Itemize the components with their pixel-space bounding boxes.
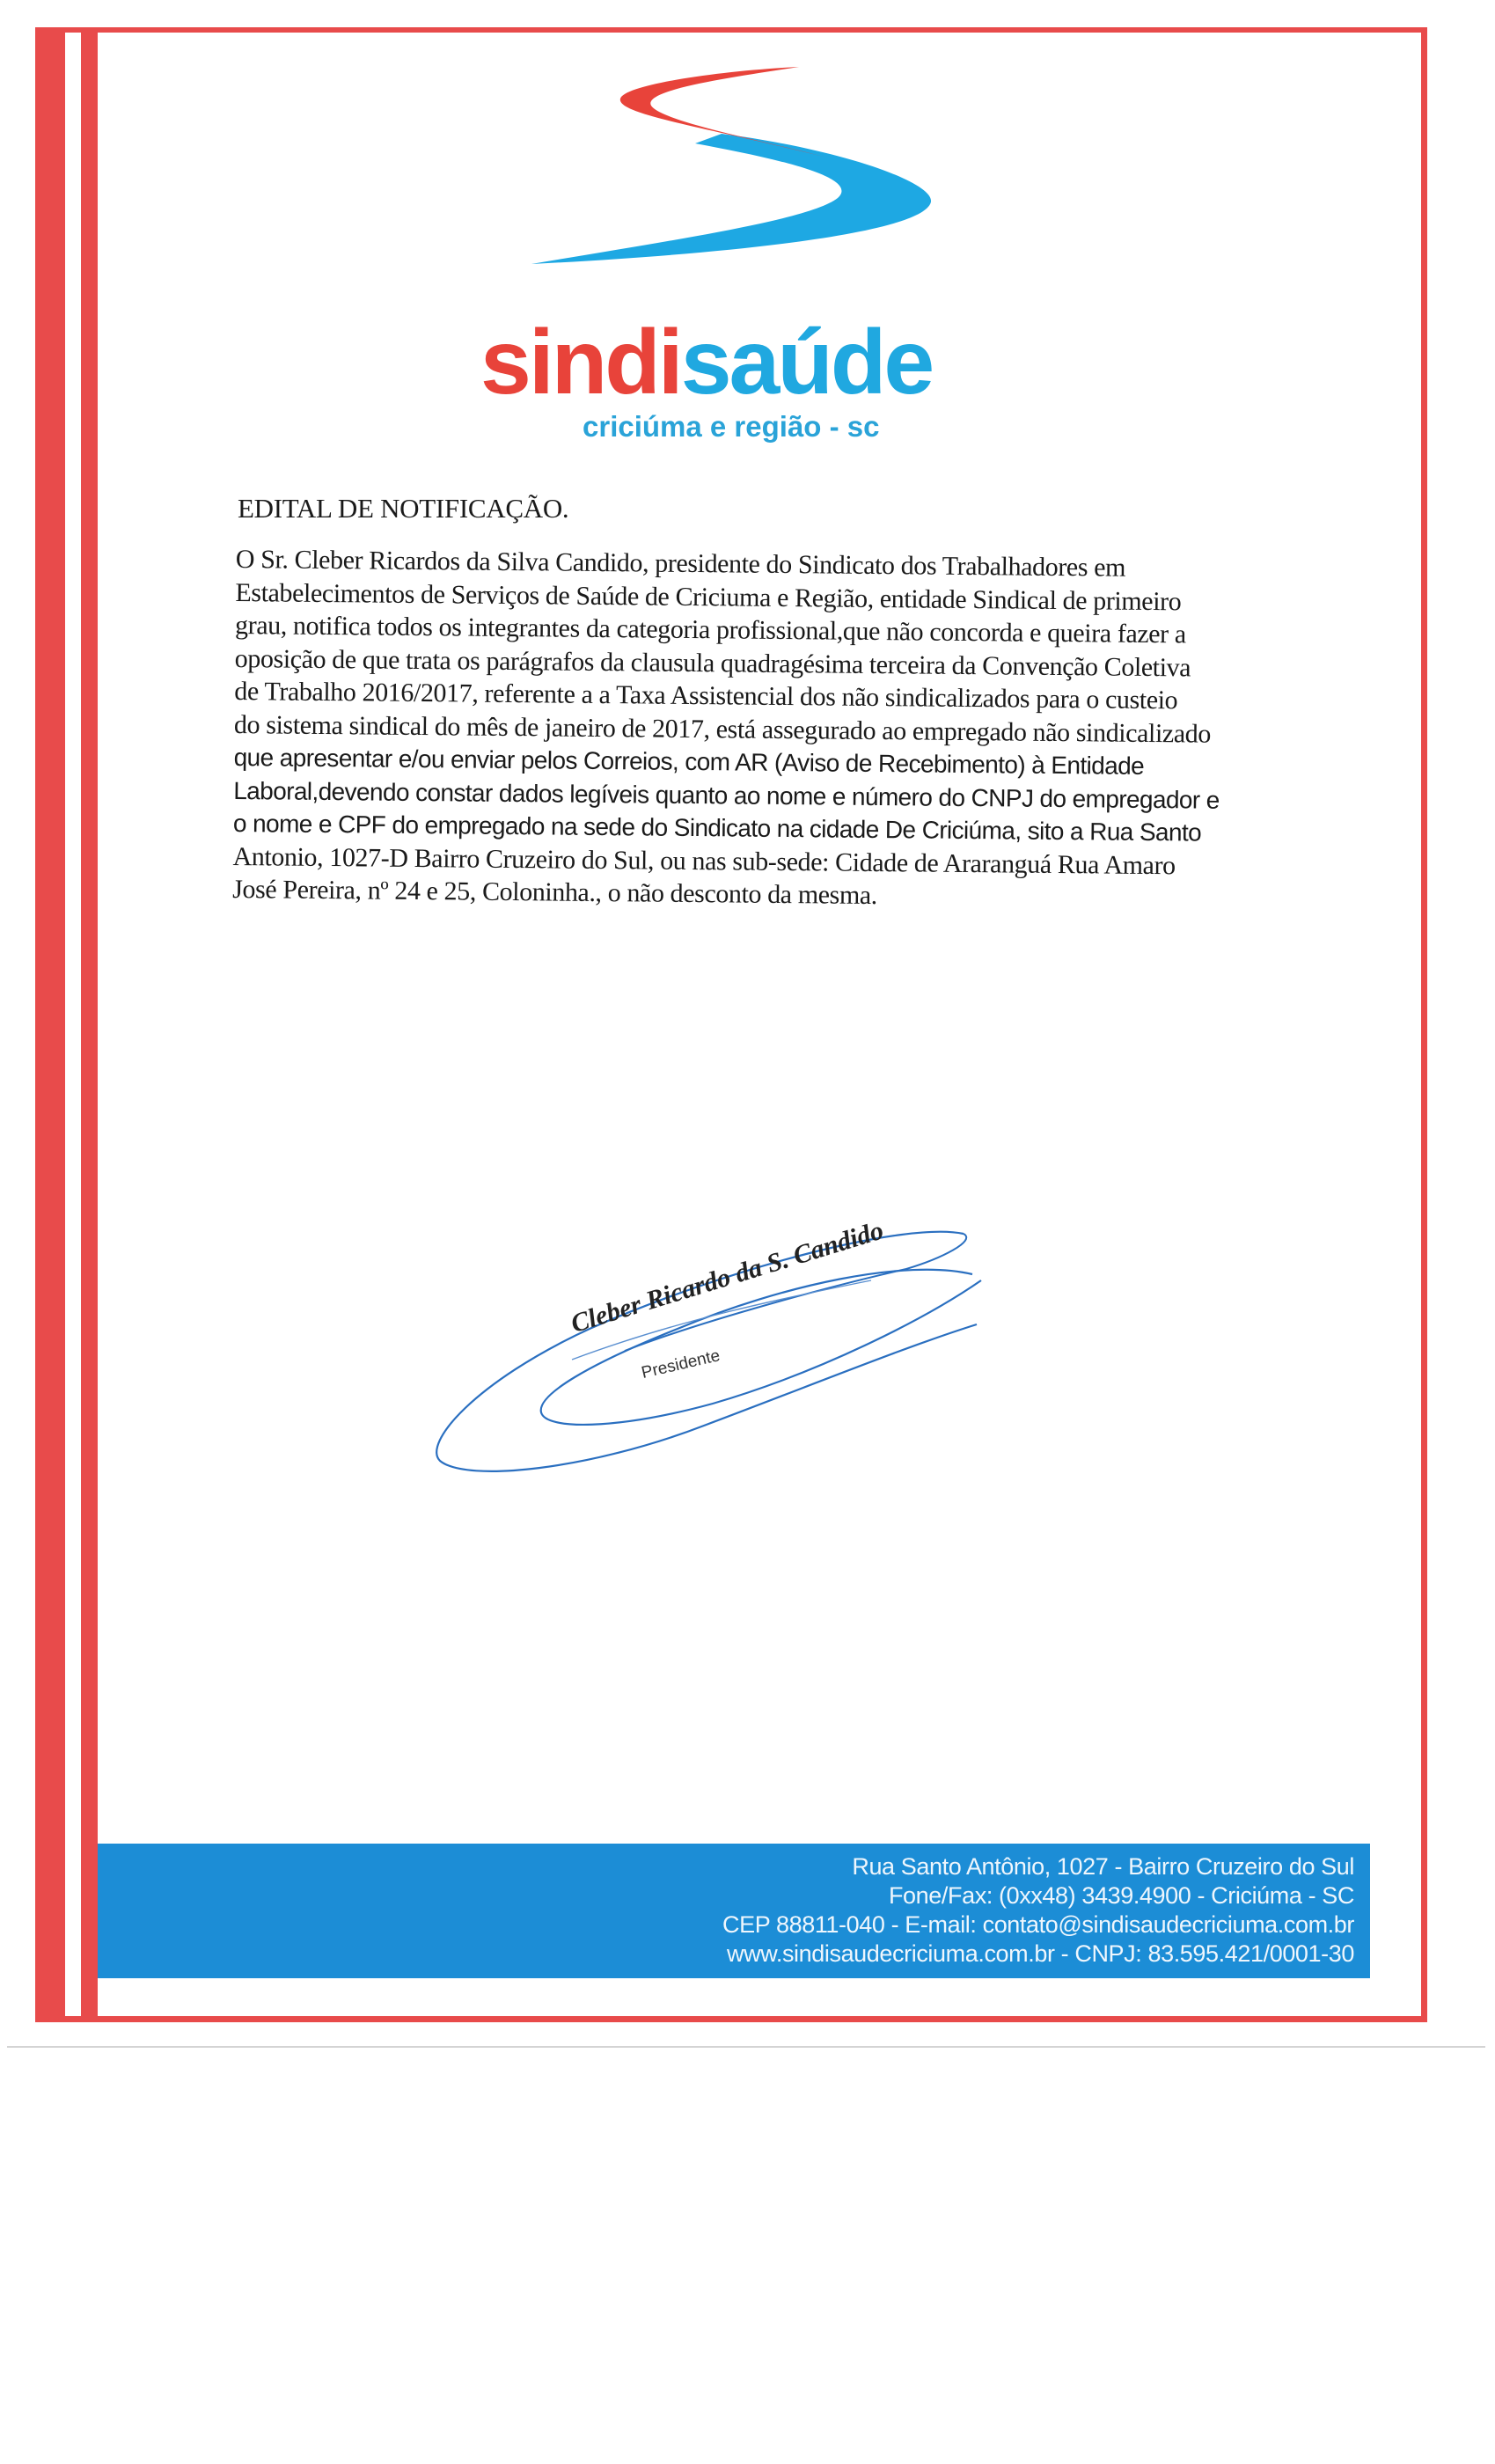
paragraph-line: grau, notifica todos os integrantes da categoria profissional,que não concorda e queira fazer a bbox=[234, 610, 1186, 649]
paragraph-line: o nome e CPF do empregado na sede do Sindicato na cidade De Criciúma, sito a Rua Santo bbox=[232, 809, 1202, 847]
footer-contact-info bbox=[722, 1852, 1354, 1969]
paragraph-line: oposição de que trata os parágrafos da clausula quadragésima terceira da Convenção Coletiva bbox=[234, 643, 1191, 682]
signature-block bbox=[414, 1214, 994, 1514]
footer-website-cnpj: www.sindisaudecriciuma.com.br - CNPJ: 83.595.421/0001-30 bbox=[727, 1940, 1354, 1967]
logo-tagline: criciúma e região - sc bbox=[583, 410, 880, 443]
footer-contact-band bbox=[98, 1844, 1370, 1978]
logo-wordmark bbox=[480, 312, 933, 414]
footer-cep-email: CEP 88811-040 - E-mail: contato@sindisaudecriciuma.com.br bbox=[722, 1911, 1354, 1938]
notification-paragraph bbox=[232, 543, 1345, 917]
logo-word-saude: saúde bbox=[680, 312, 933, 414]
signature-role: Presidente bbox=[640, 1346, 722, 1383]
document-title: EDITAL DE NOTIFICAÇÃO. bbox=[238, 493, 569, 524]
footer-phone: Fone/Fax: (0xx48) 3439.4900 - Criciúma - SC bbox=[888, 1882, 1354, 1909]
paragraph-line: do sistema sindical do mês de janeiro de 2017, está assegurado ao empregado não sindicalizado bbox=[233, 709, 1212, 749]
footer-address: Rua Santo Antônio, 1027 - Bairro Cruzeiro do Sul bbox=[852, 1853, 1354, 1880]
paragraph-line: José Pereira, nº 24 e 25, Coloninha., o não desconto da mesma. bbox=[232, 874, 878, 911]
paragraph-line: Antonio, 1027-D Bairro Cruzeiro do Sul, ou nas sub-sede: Cidade de Araranguá Rua Amaro bbox=[232, 841, 1176, 880]
paragraph-line: de Trabalho 2016/2017, referente a a Taxa Assistencial dos não sindicalizados para o custeio bbox=[234, 676, 1178, 715]
paragraph-line: que apresentar e/ou enviar pelos Correios, com AR (Aviso de Recebimento) à Entidade bbox=[233, 743, 1145, 780]
signature-name-stamp: Cleber Ricardo da S. Candido bbox=[568, 1215, 887, 1339]
paragraph-line: Estabelecimentos de Serviços de Saúde de Criciuma e Região, entidade Sindical de primeiro bbox=[235, 577, 1182, 616]
s-swoosh-icon bbox=[475, 53, 1021, 282]
paragraph-line: Laboral,devendo constar dados legíveis quanto ao nome e número do CNPJ do empregador e bbox=[233, 776, 1220, 814]
sindisaude-logo bbox=[475, 53, 1021, 443]
paragraph-line: O Sr. Cleber Ricardos da Silva Candido, presidente do Sindicato dos Trabalhadores em bbox=[235, 544, 1126, 583]
logo-word-sindi: sindi bbox=[480, 312, 681, 414]
scan-edge-line bbox=[7, 2046, 1485, 2048]
